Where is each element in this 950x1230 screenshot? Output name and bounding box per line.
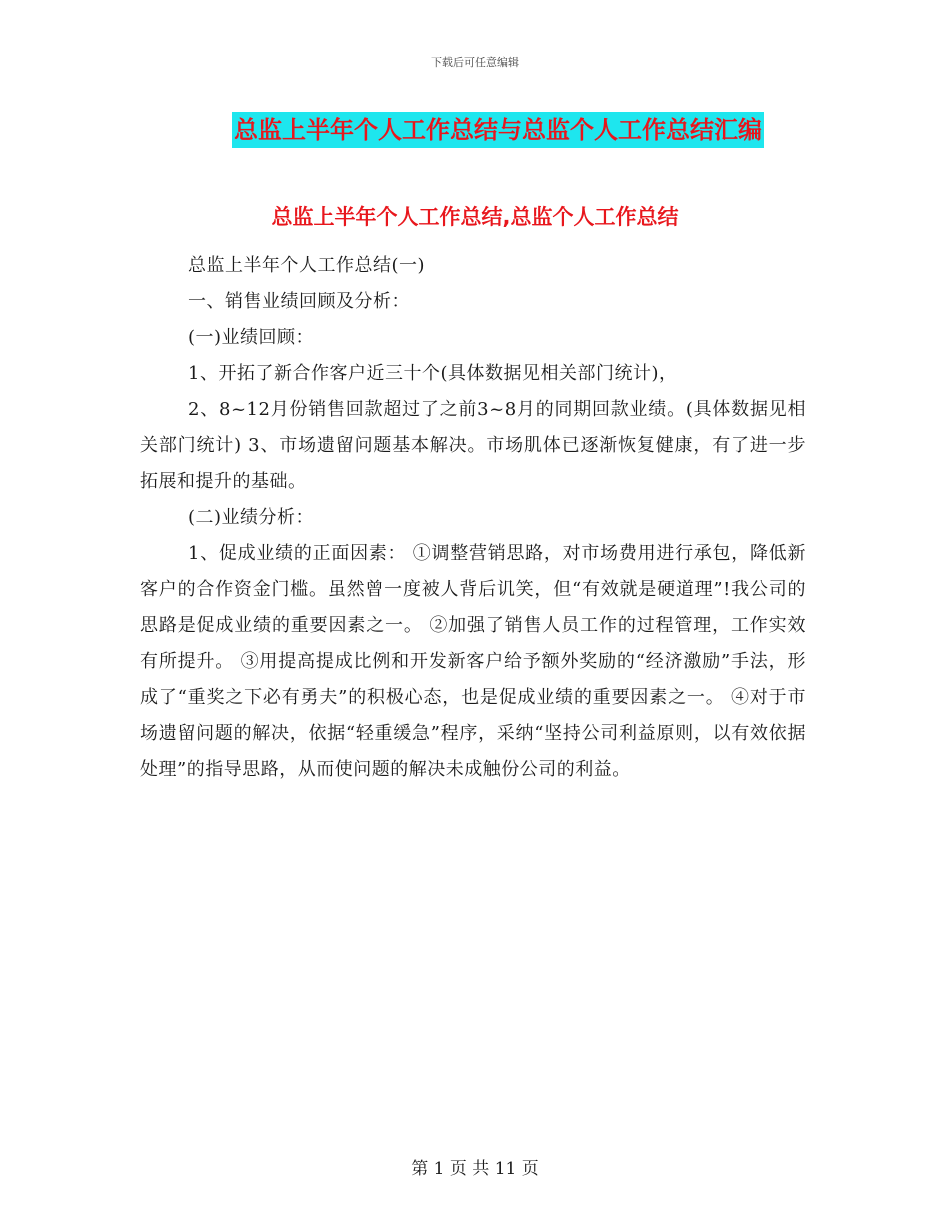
paragraph-analysis: 1、促成业绩的正面因素： ①调整营销思路，对市场费用进行承包，降低新客户的合作资金门槛。虽然曾一度被人背后讥笑，但“有效就是硬道理”!我公司的思路是促成业绩的重要因素之一。 ②加强了销售人员工作的过程管理，工作实效有所提升。 ③用提高提成比例和开发新客户给予额外奖励的“经济激励”手法，形成了“重奖之下必有勇夫”的积极心态，也是促成业绩的重要因素之一。 ④对于市场遗留问题的解决，依据“轻重缓急”程序，采纳“坚持公司利益原则，以有效依据处理”的指导思路，从而使问题的解决未成触份公司的利益。 <box>140 543 806 780</box>
document-subtitle: 总监上半年个人工作总结,总监个人工作总结 <box>271 205 679 229</box>
paragraph-section-1: 一、销售业绩回顾及分析： <box>188 291 410 312</box>
document-body <box>140 248 806 788</box>
document-title: 总监上半年个人工作总结与总监个人工作总结汇编 <box>232 112 764 148</box>
paragraph-item-1: 1、开拓了新合作客户近三十个(具体数据见相关部门统计)， <box>188 363 678 384</box>
document-title-container <box>0 112 950 148</box>
paragraph-heading: 总监上半年个人工作总结(一) <box>188 255 426 276</box>
page-footer-number: 第 1 页 共 11 页 <box>411 1159 539 1179</box>
paragraph-subsection-2: (二)业绩分析： <box>188 507 315 528</box>
page-header-note: 下载后可任意编辑 <box>431 56 519 69</box>
paragraph-item-2: 2、8~12月份销售回款超过了之前3~8月的同期回款业绩。(具体数据见相关部门统计) 3、市场遗留问题基本解决。市场肌体已逐渐恢复健康，有了进一步拓展和提升的基础。 <box>140 399 806 492</box>
paragraph-subsection-1: (一)业绩回顾： <box>188 327 315 348</box>
